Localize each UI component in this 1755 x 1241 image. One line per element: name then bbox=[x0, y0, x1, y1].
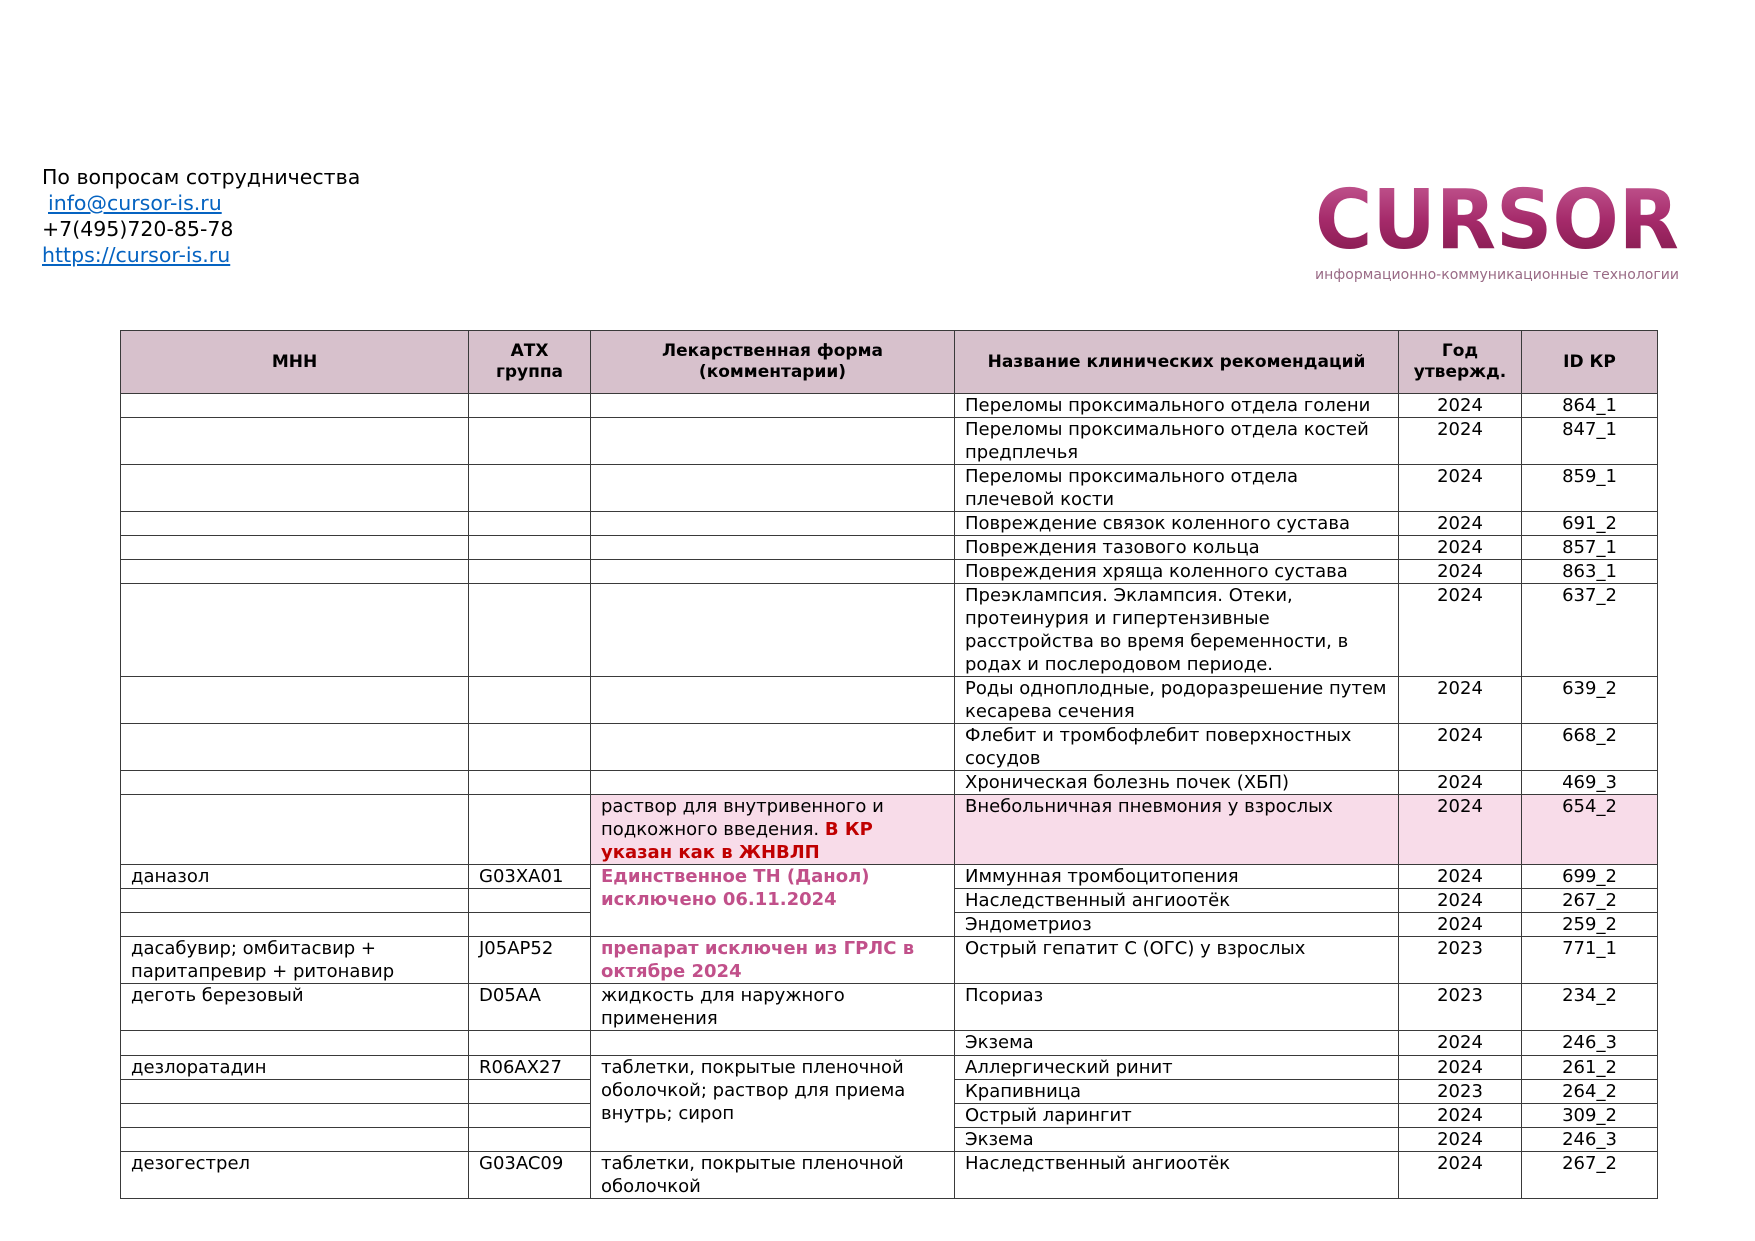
cell-id: 691_2 bbox=[1522, 512, 1658, 536]
cell-id: 267_2 bbox=[1522, 1151, 1658, 1198]
cell-mnn: деготь березовый bbox=[121, 984, 469, 1031]
email-line bbox=[42, 190, 360, 216]
cell-id: 267_2 bbox=[1522, 889, 1658, 913]
cell-year: 2024 bbox=[1399, 724, 1522, 771]
cell-year: 2024 bbox=[1399, 1055, 1522, 1079]
cell-year: 2024 bbox=[1399, 560, 1522, 584]
cell-form bbox=[591, 865, 955, 937]
table-row bbox=[121, 465, 1658, 512]
cell-mnn bbox=[121, 1103, 469, 1127]
cell-id: 259_2 bbox=[1522, 913, 1658, 937]
cell-form bbox=[591, 560, 955, 584]
cell-mnn bbox=[121, 1127, 469, 1151]
cell-form bbox=[591, 937, 955, 984]
cell-year: 2024 bbox=[1399, 771, 1522, 795]
cell-atc bbox=[469, 771, 591, 795]
cell-year: 2024 bbox=[1399, 677, 1522, 724]
cell-atc bbox=[469, 1103, 591, 1127]
cell-id: 309_2 bbox=[1522, 1103, 1658, 1127]
cell-atc: G03AC09 bbox=[469, 1151, 591, 1198]
cell-guideline: Аллергический ринит bbox=[955, 1055, 1399, 1079]
cell-year: 2024 bbox=[1399, 1127, 1522, 1151]
site-line bbox=[42, 242, 360, 268]
header-atc: АТХ группа bbox=[469, 331, 591, 394]
table-row bbox=[121, 771, 1658, 795]
cell-atc bbox=[469, 536, 591, 560]
cell-id: 668_2 bbox=[1522, 724, 1658, 771]
cell-id: 246_3 bbox=[1522, 1127, 1658, 1151]
cell-mnn bbox=[121, 724, 469, 771]
cell-year: 2024 bbox=[1399, 1151, 1522, 1198]
table-row bbox=[121, 512, 1658, 536]
cell-form bbox=[591, 418, 955, 465]
cell-guideline: Повреждения хряща коленного сустава bbox=[955, 560, 1399, 584]
cell-year: 2024 bbox=[1399, 465, 1522, 512]
cell-mnn bbox=[121, 677, 469, 724]
cell-guideline: Повреждения тазового кольца bbox=[955, 536, 1399, 560]
table-header-row bbox=[121, 331, 1658, 394]
cell-guideline: Переломы проксимального отдела голени bbox=[955, 394, 1399, 418]
cell-atc: G03XA01 bbox=[469, 865, 591, 889]
cell-form: жидкость для наружного применения bbox=[591, 984, 955, 1031]
cell-atc bbox=[469, 913, 591, 937]
cell-guideline: Преэклампсия. Эклампсия. Отеки, протеинурия и гипертензивные расстройства во время беременности, в родах и послеродовом периоде. bbox=[955, 584, 1399, 677]
cell-form: таблетки, покрытые пленочной оболочкой; раствор для приема внутрь; сироп bbox=[591, 1055, 955, 1151]
cell-year: 2024 bbox=[1399, 394, 1522, 418]
cell-year: 2024 bbox=[1399, 913, 1522, 937]
cell-year: 2024 bbox=[1399, 584, 1522, 677]
header-id: ID КР bbox=[1522, 331, 1658, 394]
cell-mnn bbox=[121, 560, 469, 584]
cell-atc bbox=[469, 394, 591, 418]
cell-guideline: Экзема bbox=[955, 1127, 1399, 1151]
cell-form bbox=[591, 1031, 955, 1056]
cell-id: 847_1 bbox=[1522, 418, 1658, 465]
cell-guideline: Острый ларингит bbox=[955, 1103, 1399, 1127]
cell-mnn bbox=[121, 795, 469, 865]
cell-id: 264_2 bbox=[1522, 1079, 1658, 1103]
cell-atc: J05AP52 bbox=[469, 937, 591, 984]
cell-id: 864_1 bbox=[1522, 394, 1658, 418]
cell-year: 2024 bbox=[1399, 1031, 1522, 1056]
table-row bbox=[121, 1151, 1658, 1198]
cell-year: 2024 bbox=[1399, 418, 1522, 465]
cell-guideline: Псориаз bbox=[955, 984, 1399, 1031]
cell-mnn bbox=[121, 536, 469, 560]
cell-atc bbox=[469, 465, 591, 512]
cell-year: 2024 bbox=[1399, 795, 1522, 865]
cell-guideline: Наследственный ангиоотёк bbox=[955, 1151, 1399, 1198]
cell-mnn bbox=[121, 913, 469, 937]
cell-guideline: Острый гепатит С (ОГС) у взрослых bbox=[955, 937, 1399, 984]
cell-year: 2024 bbox=[1399, 889, 1522, 913]
cell-guideline: Крапивница bbox=[955, 1079, 1399, 1103]
form-note: В КР указан как в ЖНВЛП bbox=[601, 819, 873, 863]
contact-title: По вопросам сотрудничества bbox=[42, 165, 361, 189]
cell-year: 2023 bbox=[1399, 937, 1522, 984]
cell-form bbox=[591, 394, 955, 418]
cell-atc: R06AX27 bbox=[469, 1055, 591, 1079]
cell-atc bbox=[469, 418, 591, 465]
guidelines-table bbox=[120, 330, 1658, 1199]
header-form: Лекарственная форма (комментарии) bbox=[591, 331, 955, 394]
cell-form bbox=[591, 677, 955, 724]
cell-atc bbox=[469, 560, 591, 584]
cell-mnn bbox=[121, 512, 469, 536]
cell-form bbox=[591, 465, 955, 512]
cell-id: 261_2 bbox=[1522, 1055, 1658, 1079]
cell-guideline: Переломы проксимального отдела плечевой кости bbox=[955, 465, 1399, 512]
table-row bbox=[121, 984, 1658, 1031]
cell-mnn bbox=[121, 418, 469, 465]
header-year: Год утвержд. bbox=[1399, 331, 1522, 394]
cell-mnn bbox=[121, 1079, 469, 1103]
cell-guideline: Повреждение связок коленного сустава bbox=[955, 512, 1399, 536]
cell-atc bbox=[469, 584, 591, 677]
table-row-highlighted bbox=[121, 795, 1658, 865]
cell-guideline: Наследственный ангиоотёк bbox=[955, 889, 1399, 913]
cell-guideline: Эндометриоз bbox=[955, 913, 1399, 937]
cell-mnn bbox=[121, 771, 469, 795]
contact-block bbox=[42, 164, 360, 268]
cell-id: 699_2 bbox=[1522, 865, 1658, 889]
cell-id: 771_1 bbox=[1522, 937, 1658, 984]
cell-form bbox=[591, 795, 955, 865]
cell-form bbox=[591, 512, 955, 536]
logo-tagline: информационно-коммуникационные технологии bbox=[1315, 267, 1679, 283]
table-row bbox=[121, 560, 1658, 584]
form-note: препарат исключен из ГРЛС в октябре 2024 bbox=[601, 938, 915, 982]
cell-year: 2024 bbox=[1399, 865, 1522, 889]
cell-mnn: дезлоратадин bbox=[121, 1055, 469, 1079]
cell-guideline: Хроническая болезнь почек (ХБП) bbox=[955, 771, 1399, 795]
cell-atc bbox=[469, 1031, 591, 1056]
cell-form bbox=[591, 584, 955, 677]
form-text: раствор для внутривенного и подкожного введения. bbox=[601, 796, 884, 840]
cell-year: 2024 bbox=[1399, 512, 1522, 536]
cursor-logo bbox=[1312, 178, 1684, 288]
cell-atc bbox=[469, 512, 591, 536]
cell-atc bbox=[469, 677, 591, 724]
cell-mnn bbox=[121, 394, 469, 418]
table-row bbox=[121, 1055, 1658, 1079]
cell-id: 857_1 bbox=[1522, 536, 1658, 560]
cell-year: 2024 bbox=[1399, 536, 1522, 560]
cell-mnn bbox=[121, 584, 469, 677]
cell-year: 2023 bbox=[1399, 1079, 1522, 1103]
cell-guideline: Иммунная тромбоцитопения bbox=[955, 865, 1399, 889]
cell-atc bbox=[469, 1079, 591, 1103]
site-link[interactable]: https://cursor-is.ru bbox=[42, 243, 231, 267]
cell-mnn bbox=[121, 465, 469, 512]
cell-guideline: Переломы проксимального отдела костей предплечья bbox=[955, 418, 1399, 465]
cell-id: 637_2 bbox=[1522, 584, 1658, 677]
table-row bbox=[121, 418, 1658, 465]
table-row bbox=[121, 394, 1658, 418]
cell-year: 2023 bbox=[1399, 984, 1522, 1031]
cell-atc bbox=[469, 1127, 591, 1151]
form-note: Единственное ТН (Данол) исключено 06.11.2024 bbox=[601, 866, 870, 910]
table-row bbox=[121, 865, 1658, 889]
cell-id: 639_2 bbox=[1522, 677, 1658, 724]
cell-guideline: Экзема bbox=[955, 1031, 1399, 1056]
cell-mnn: даназол bbox=[121, 865, 469, 889]
cell-guideline: Внебольничная пневмония у взрослых bbox=[955, 795, 1399, 865]
cell-id: 469_3 bbox=[1522, 771, 1658, 795]
cell-mnn bbox=[121, 1031, 469, 1056]
cell-id: 654_2 bbox=[1522, 795, 1658, 865]
cell-atc: D05AA bbox=[469, 984, 591, 1031]
cell-form: таблетки, покрытые пленочной оболочкой bbox=[591, 1151, 955, 1198]
table-row bbox=[121, 677, 1658, 724]
table-row bbox=[121, 937, 1658, 984]
cell-mnn bbox=[121, 889, 469, 913]
table-row bbox=[121, 724, 1658, 771]
table-row bbox=[121, 584, 1658, 677]
header-mnn: МНН bbox=[121, 331, 469, 394]
cell-form bbox=[591, 724, 955, 771]
email-link[interactable]: info@cursor-is.ru bbox=[48, 191, 222, 215]
table-row bbox=[121, 536, 1658, 560]
cell-atc bbox=[469, 724, 591, 771]
logo-wordmark: CURSOR bbox=[1315, 178, 1679, 268]
cell-id: 863_1 bbox=[1522, 560, 1658, 584]
cell-atc bbox=[469, 889, 591, 913]
cell-guideline: Флебит и тромбофлебит поверхностных сосудов bbox=[955, 724, 1399, 771]
header-guideline: Название клинических рекомендаций bbox=[955, 331, 1399, 394]
cell-form bbox=[591, 771, 955, 795]
table-row bbox=[121, 1031, 1658, 1056]
cell-mnn: дезогестрел bbox=[121, 1151, 469, 1198]
cell-guideline: Роды одноплодные, родоразрешение путем кесарева сечения bbox=[955, 677, 1399, 724]
cell-id: 859_1 bbox=[1522, 465, 1658, 512]
cell-year: 2024 bbox=[1399, 1103, 1522, 1127]
cell-atc bbox=[469, 795, 591, 865]
phone-number: +7(495)720-85-78 bbox=[42, 217, 234, 241]
cell-form bbox=[591, 536, 955, 560]
cell-mnn: дасабувир; омбитасвир + паритапревир + ритонавир bbox=[121, 937, 469, 984]
cell-id: 234_2 bbox=[1522, 984, 1658, 1031]
cell-id: 246_3 bbox=[1522, 1031, 1658, 1056]
